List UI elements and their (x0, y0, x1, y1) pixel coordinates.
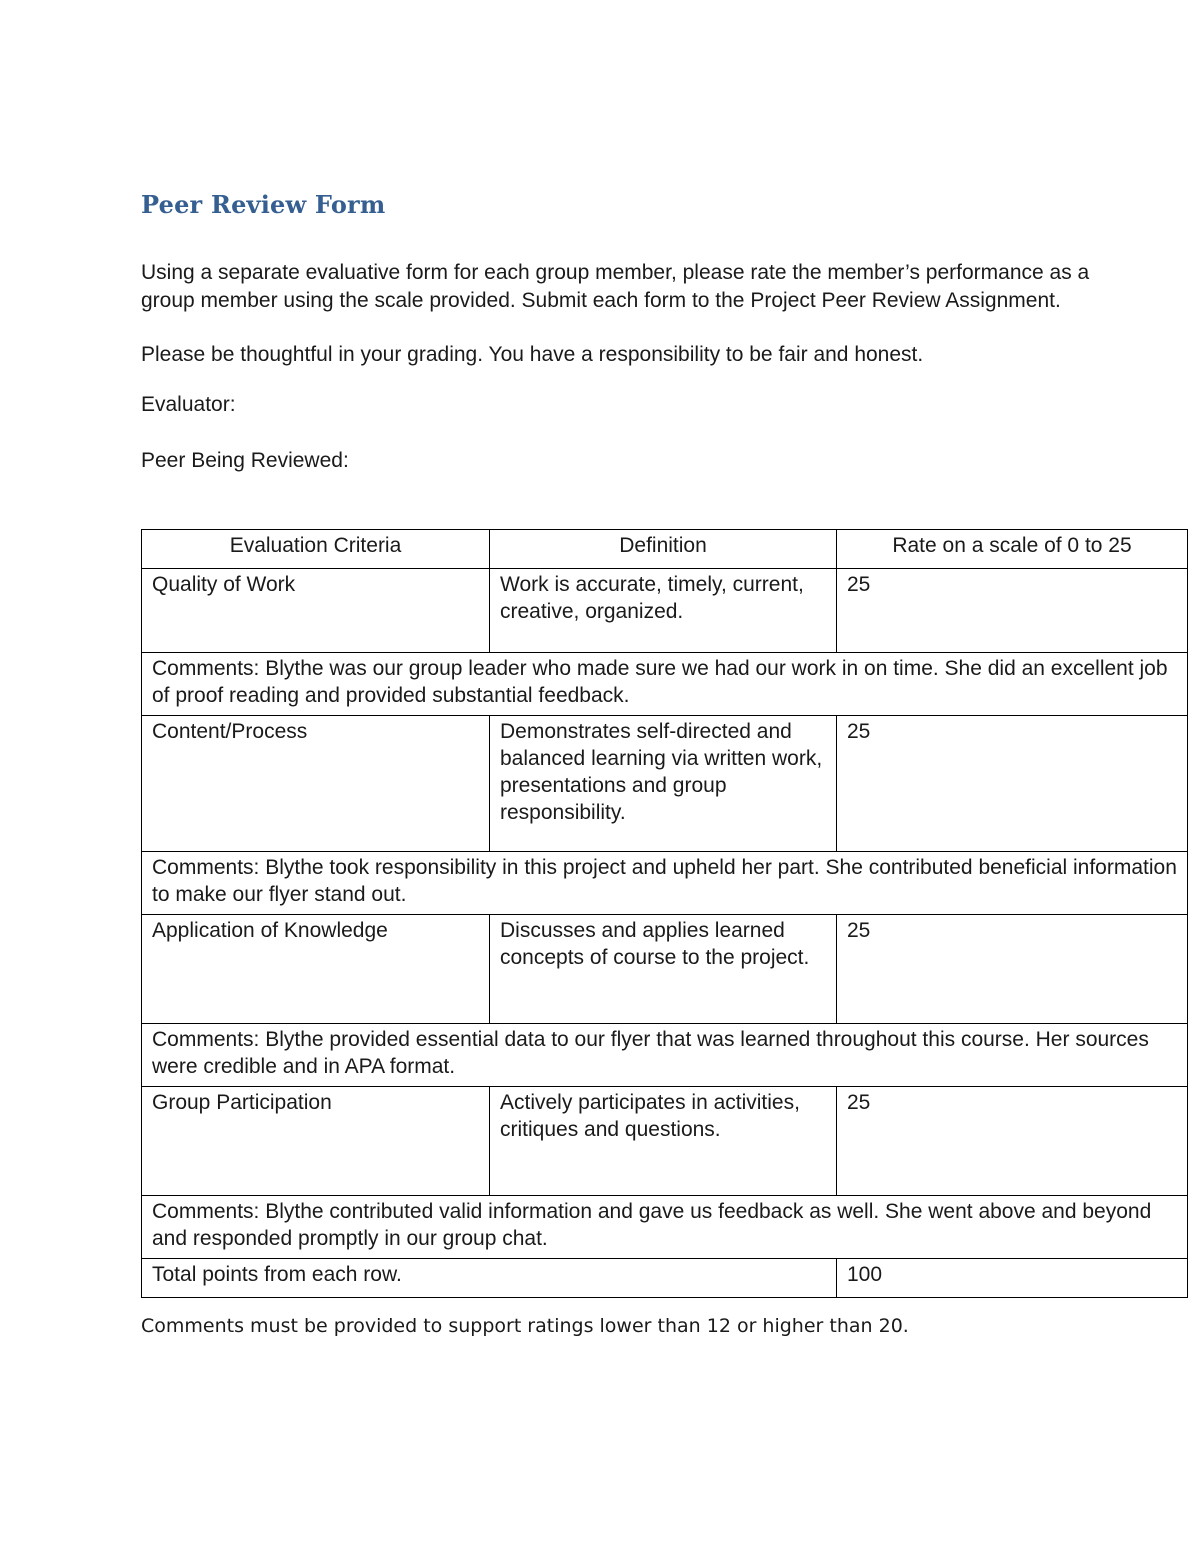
comment-row (142, 1195, 1188, 1258)
rate-cell: 25 (837, 1086, 1188, 1195)
comment-cell: Comments: Blythe contributed valid information and gave us feedback as well. She went above and beyond and responded promptly in our group chat. (142, 1195, 1188, 1258)
criteria-cell: Application of Knowledge (142, 914, 490, 1023)
definition-cell: Discusses and applies learned concepts of course to the project. (490, 914, 837, 1023)
header-rate: Rate on a scale of 0 to 25 (837, 529, 1188, 568)
table-row (142, 715, 1188, 851)
instruction-paragraph: Please be thoughtful in your grading. You have a responsibility to be fair and honest. (141, 343, 924, 366)
definition-cell: Work is accurate, timely, current, creative, organized. (490, 568, 837, 652)
table-header-row (142, 529, 1188, 568)
comment-cell: Comments: Blythe took responsibility in this project and upheld her part. She contributed beneficial information to make our flyer stand out. (142, 851, 1188, 914)
rate-cell: 25 (837, 568, 1188, 652)
peer-review-document (141, 190, 1177, 1356)
definition-cell: Demonstrates self-directed and balanced learning via written work, presentations and group responsibility. (490, 715, 837, 851)
evaluation-table (141, 529, 1188, 1298)
comment-row (142, 851, 1188, 914)
comment-cell: Comments: Blythe provided essential data to our flyer that was learned throughout this course. Her sources were credible and in APA format. (142, 1023, 1188, 1086)
comment-cell: Comments: Blythe was our group leader who made sure we had our work in on time. She did an excellent job of proof reading and provided substantial feedback. (142, 652, 1188, 715)
total-row (142, 1258, 1188, 1297)
table-row (142, 1086, 1188, 1195)
comment-row (142, 1023, 1188, 1086)
total-value: 100 (837, 1258, 1188, 1297)
total-label: Total points from each row. (142, 1258, 837, 1297)
criteria-cell: Group Participation (142, 1086, 490, 1195)
table-row (142, 914, 1188, 1023)
definition-cell: Actively participates in activities, critiques and questions. (490, 1086, 837, 1195)
peer-being-reviewed-label: Peer Being Reviewed: (141, 449, 349, 472)
criteria-cell: Content/Process (142, 715, 490, 851)
intro-paragraph: Using a separate evaluative form for each group member, please rate the member’s performance as a group member using the scale provided. Submit each form to the Project Peer Review Assignment. (141, 261, 1090, 312)
header-definition: Definition (490, 529, 837, 568)
rate-cell: 25 (837, 715, 1188, 851)
page-title: Peer Review Form (141, 190, 386, 219)
comment-row (142, 652, 1188, 715)
footnote: Comments must be provided to support ratings lower than 12 or higher than 20. (141, 1314, 909, 1337)
criteria-cell: Quality of Work (142, 568, 490, 652)
evaluator-label: Evaluator: (141, 392, 236, 416)
header-evaluation-criteria: Evaluation Criteria (142, 529, 490, 568)
table-row (142, 568, 1188, 652)
rate-cell: 25 (837, 914, 1188, 1023)
